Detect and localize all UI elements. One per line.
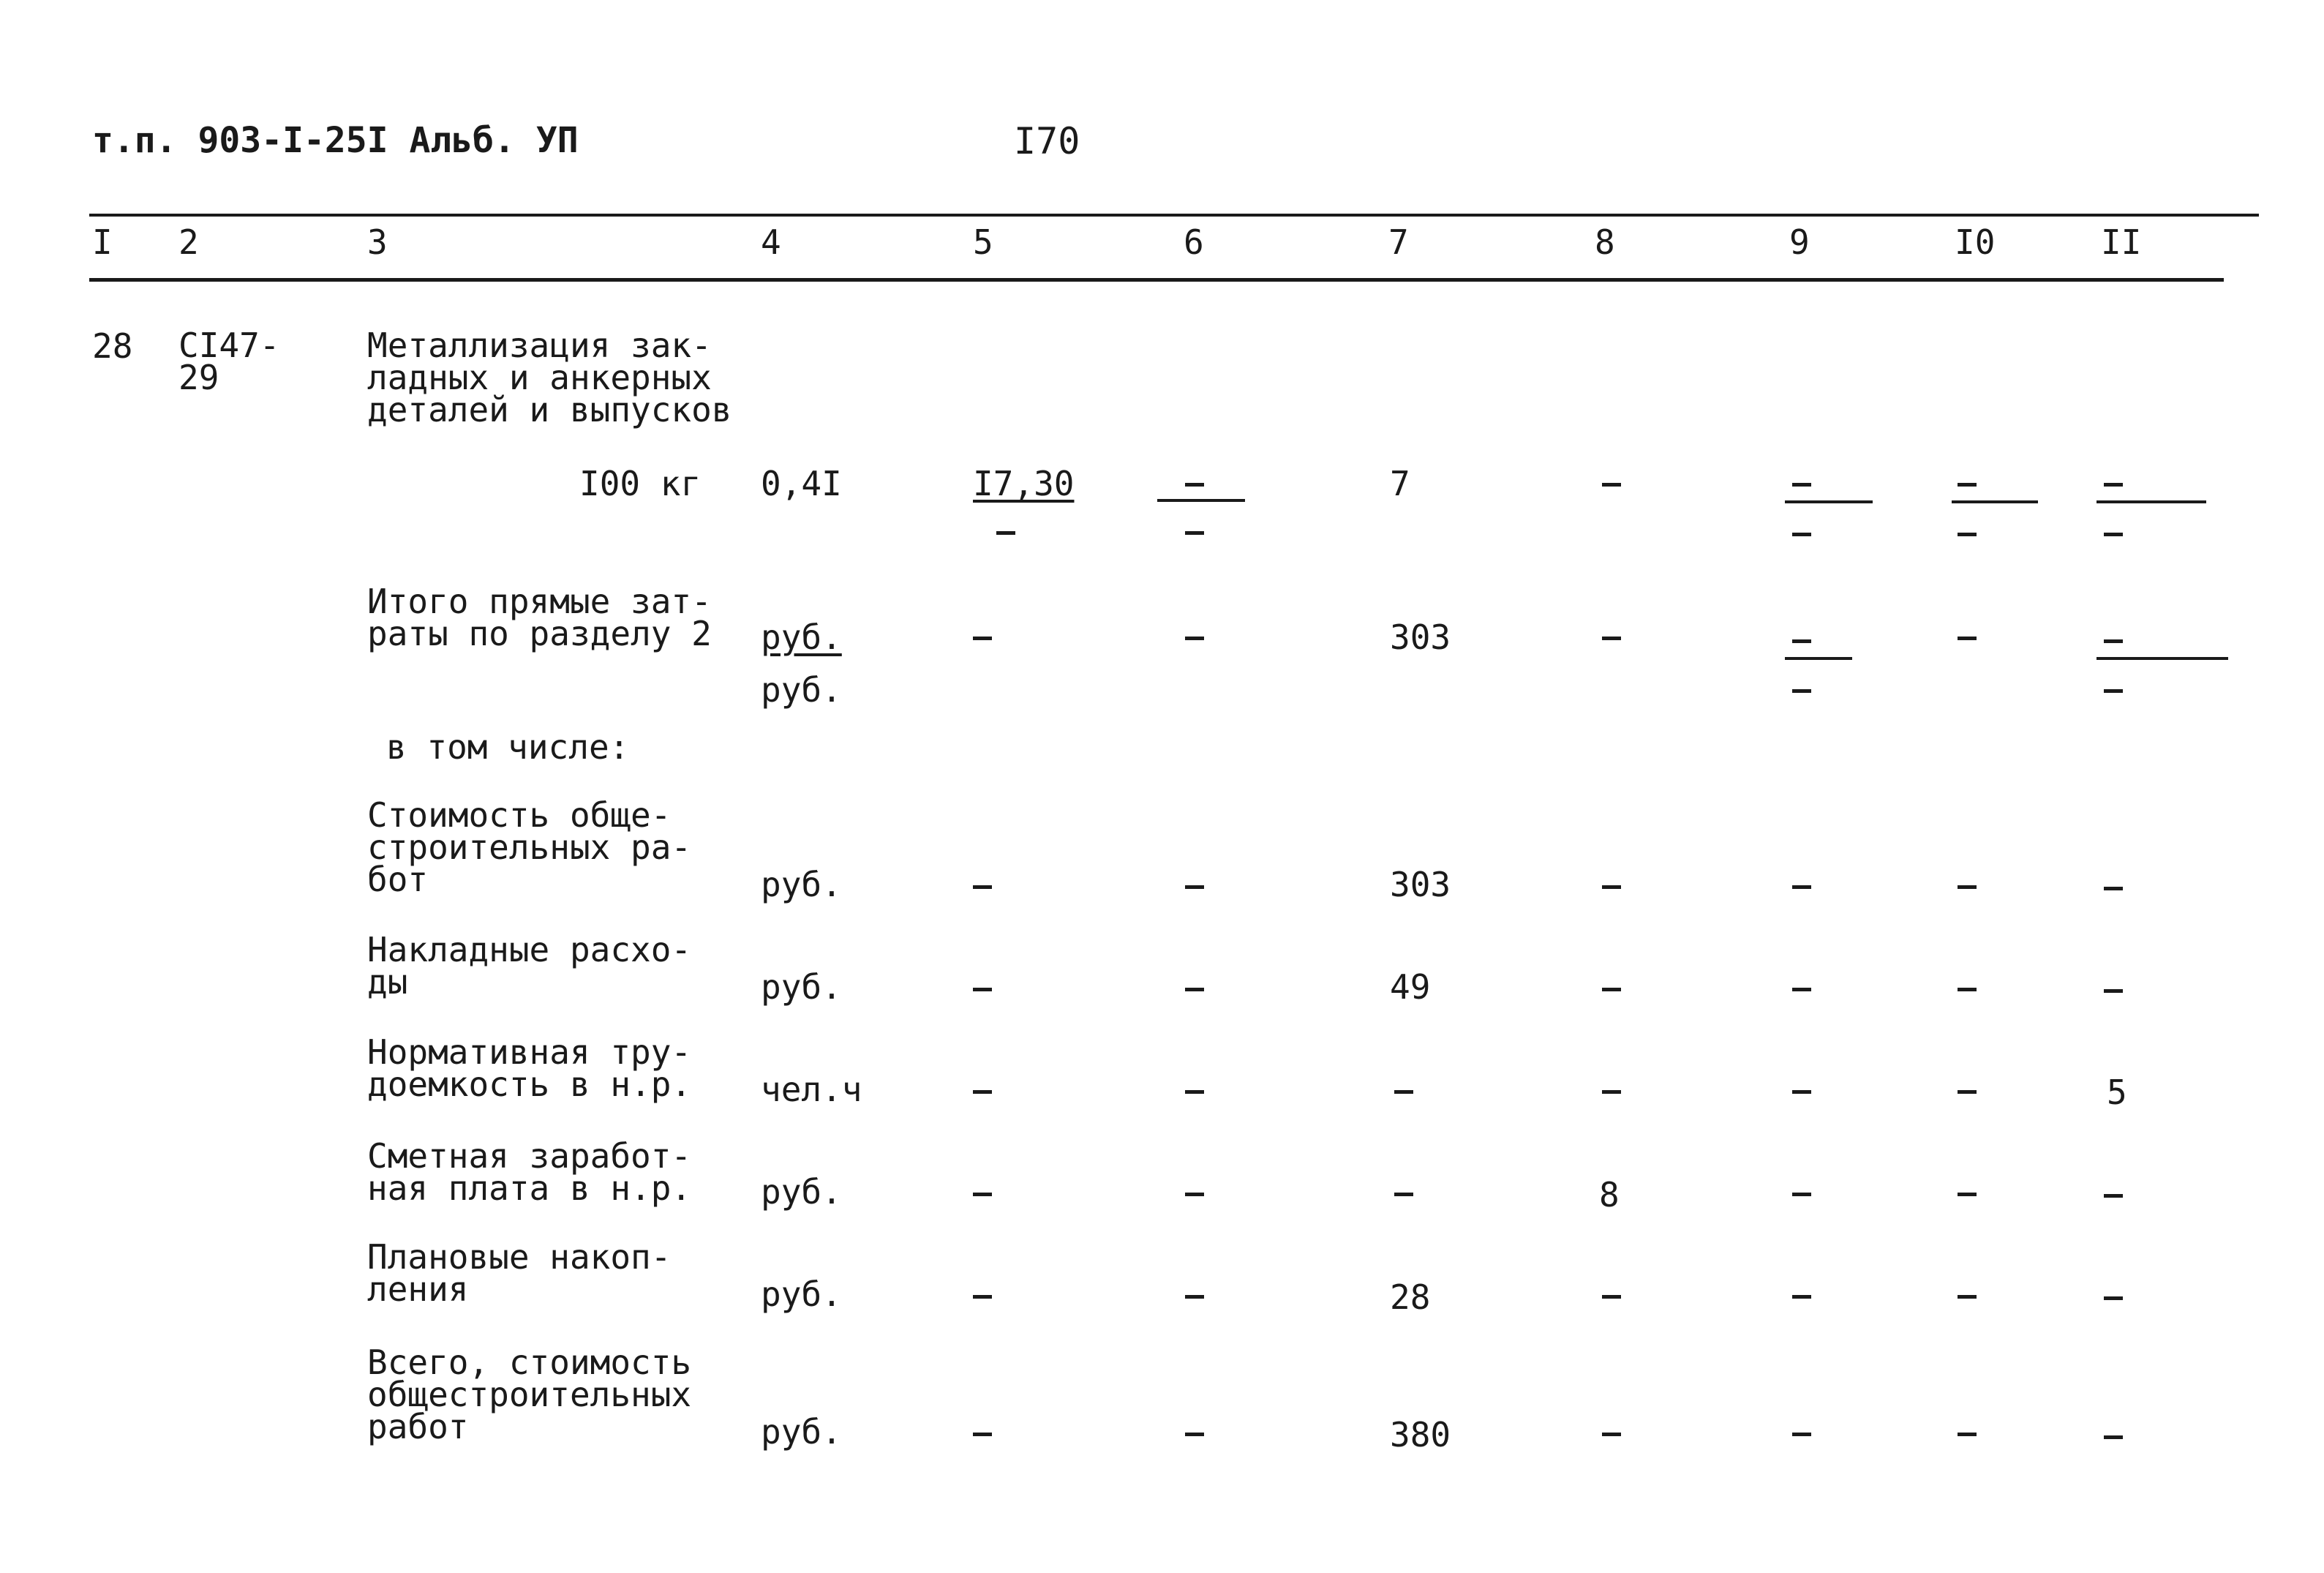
dash xyxy=(1185,885,1204,889)
fraction-line xyxy=(1952,500,2038,503)
dash xyxy=(2104,533,2123,536)
dash xyxy=(1792,1090,1811,1094)
item-col7-value: 7 xyxy=(1390,464,1410,503)
item-unit: I00 кг xyxy=(579,464,702,503)
including-label: в том числе: xyxy=(386,727,630,767)
dash xyxy=(1185,483,1204,487)
row-unit: чел.ч xyxy=(761,1070,862,1109)
row-col7-value: 49 xyxy=(1390,967,1431,1007)
dash xyxy=(1394,1193,1413,1196)
dash xyxy=(1958,533,1977,536)
header-bottom-rule xyxy=(89,278,2224,282)
row-unit: руб. xyxy=(761,967,842,1007)
column-number: 5 xyxy=(973,222,993,262)
item-number: 28 xyxy=(92,326,133,366)
dash xyxy=(1792,988,1811,991)
total-col7-value: 303 xyxy=(1390,617,1451,657)
fraction-line xyxy=(2097,500,2206,503)
dash xyxy=(2104,887,2123,890)
dash xyxy=(1185,1295,1204,1299)
dash xyxy=(1394,1090,1413,1094)
header-top-rule xyxy=(89,214,2259,217)
row-label: Всего, стоимость общестроительных работ xyxy=(367,1343,692,1447)
row-label: Накладные расхо- ды xyxy=(367,930,692,1002)
dash xyxy=(1602,637,1621,640)
dash xyxy=(1792,639,1811,643)
dash xyxy=(2104,1194,2123,1198)
column-number: 7 xyxy=(1388,222,1409,262)
dash xyxy=(1958,1295,1977,1299)
dash xyxy=(1958,885,1977,889)
dash xyxy=(1958,1090,1977,1094)
dash xyxy=(973,1193,992,1196)
dash xyxy=(1792,1295,1811,1299)
column-number: 2 xyxy=(178,222,199,262)
dash xyxy=(1185,988,1204,991)
row-col11-value: 5 xyxy=(2107,1073,2127,1112)
dash xyxy=(1958,637,1977,640)
column-number: I0 xyxy=(1955,222,1996,262)
column-number: I xyxy=(92,222,113,262)
column-number: II xyxy=(2101,222,2142,262)
row-unit: руб. xyxy=(761,1412,842,1452)
fraction-line xyxy=(1157,499,1245,502)
item-col5-value: I7,30 xyxy=(973,464,1075,503)
dash xyxy=(1602,483,1621,487)
total-unit-bottom: руб. xyxy=(761,670,842,710)
row-unit: руб. xyxy=(761,1274,842,1314)
dash xyxy=(1185,1433,1204,1436)
dash xyxy=(996,531,1015,535)
dash xyxy=(2104,1435,2123,1439)
dash xyxy=(2104,689,2123,693)
dash xyxy=(973,988,992,991)
dash xyxy=(2104,483,2123,487)
dash xyxy=(2104,639,2123,643)
row-unit: руб. xyxy=(761,865,842,904)
row-col7-value: 28 xyxy=(1390,1277,1431,1317)
row-col7-value: 380 xyxy=(1390,1415,1451,1454)
page-number: I70 xyxy=(1014,120,1080,162)
dash xyxy=(1792,533,1811,536)
dash xyxy=(1792,1433,1811,1436)
dash xyxy=(1958,1193,1977,1196)
dash xyxy=(1958,483,1977,487)
dash xyxy=(1602,1433,1621,1436)
item-code: CI47- 29 xyxy=(178,326,280,398)
row-label: Нормативная тру- доемкость в н.р. xyxy=(367,1032,692,1105)
column-number: 4 xyxy=(761,222,781,262)
dash xyxy=(1602,885,1621,889)
dash xyxy=(973,885,992,889)
fraction-line xyxy=(1785,657,1852,660)
fraction-line xyxy=(2097,657,2228,660)
dash xyxy=(1792,1193,1811,1196)
row-label: Сметная заработ- ная плата в н.р. xyxy=(367,1136,692,1209)
row-unit: руб. xyxy=(761,1172,842,1212)
dash xyxy=(973,1090,992,1094)
document-reference: т.п. 903-I-25I Альб. УП xyxy=(92,120,579,161)
row-col7-value: 303 xyxy=(1390,865,1451,904)
dash xyxy=(1602,1090,1621,1094)
dash xyxy=(973,637,992,640)
row-col8-value: 8 xyxy=(1599,1175,1620,1215)
total-unit-top: руб. xyxy=(761,617,842,657)
column-number: 6 xyxy=(1184,222,1204,262)
total-label: Итого прямые зат- раты по разделу 2 xyxy=(367,582,712,654)
dash xyxy=(1185,531,1204,535)
column-number: 9 xyxy=(1789,222,1810,262)
dash xyxy=(2104,989,2123,993)
dash xyxy=(1602,988,1621,991)
column-number: 8 xyxy=(1595,222,1615,262)
dash xyxy=(1185,637,1204,640)
dash xyxy=(1958,1433,1977,1436)
dash xyxy=(1792,885,1811,889)
dash xyxy=(1602,1295,1621,1299)
dash xyxy=(2104,1296,2123,1300)
dash xyxy=(1792,483,1811,487)
dash xyxy=(1185,1090,1204,1094)
item-description: Металлизация зак- ладных и анкерных деталей и выпусков xyxy=(367,326,732,430)
row-label: Стоимость обще- строительных ра- бот xyxy=(367,795,692,900)
fraction-line xyxy=(1785,500,1873,503)
dash xyxy=(973,1433,992,1436)
dash xyxy=(1185,1193,1204,1196)
dash xyxy=(1958,988,1977,991)
dash xyxy=(1792,689,1811,693)
column-number: 3 xyxy=(367,222,388,262)
dash xyxy=(973,1295,992,1299)
item-quantity: 0,4I xyxy=(761,464,842,503)
row-label: Плановые накоп- ления xyxy=(367,1237,672,1310)
